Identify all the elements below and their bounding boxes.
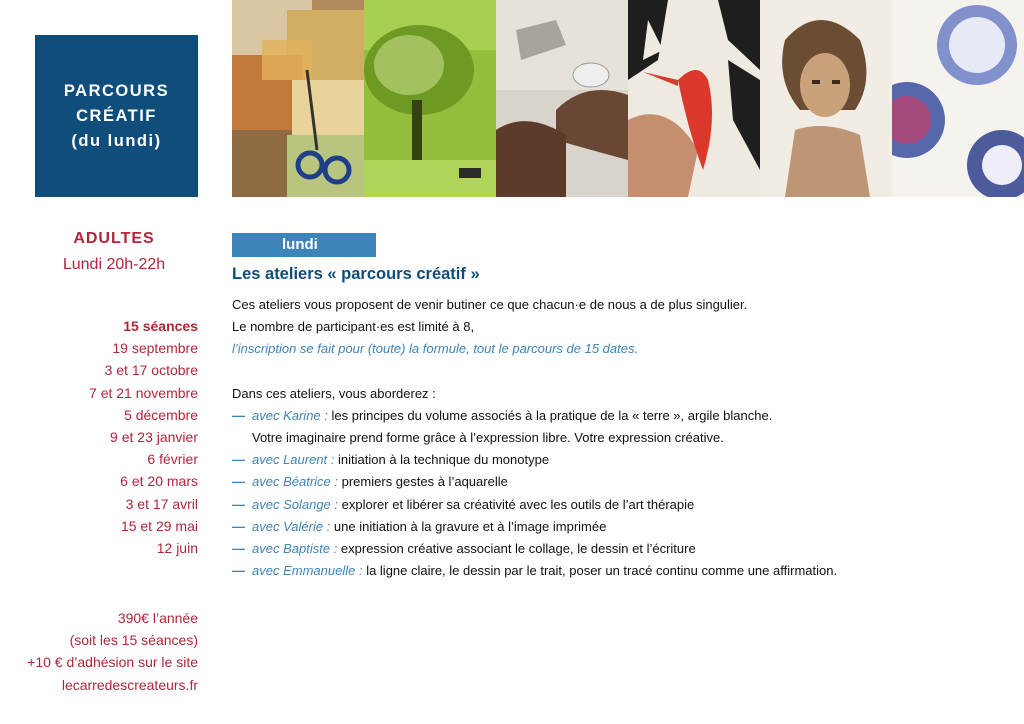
day-tag: lundi bbox=[232, 233, 376, 257]
dash-icon: — bbox=[232, 474, 245, 490]
watercolor-circles-photo bbox=[892, 0, 1024, 197]
dash-icon: — bbox=[232, 541, 245, 557]
website-link[interactable]: lecarredescreateurs.fr bbox=[61, 676, 198, 693]
workshop-name: avec Baptiste : bbox=[252, 541, 338, 557]
workshop-name: avec Valérie : bbox=[252, 518, 331, 534]
description bbox=[232, 294, 1012, 582]
date-item: 6 et 20 mars bbox=[120, 473, 198, 490]
section-title: Les ateliers « parcours créatif » bbox=[232, 265, 480, 283]
workshop-item bbox=[232, 538, 1012, 560]
date-item: 3 et 17 avril bbox=[125, 495, 198, 512]
schedule-label: Lundi 20h-22h bbox=[62, 256, 166, 273]
intro-line: Ces ateliers vous proposent de venir butiner ce que chacun·e de nous a de plus singulier. bbox=[232, 297, 748, 312]
date-item: 6 février bbox=[147, 451, 198, 468]
workshop-extra: Votre imaginaire prend forme grâce à l’expression libre. Votre expression créative. bbox=[252, 430, 724, 446]
red-bird-print-photo bbox=[628, 0, 760, 197]
workshop-text: les principes du volume associés à la pratique de la « terre », argile blanche. bbox=[331, 407, 773, 423]
workshop-item bbox=[232, 560, 1012, 582]
green-tree-print-photo bbox=[364, 0, 496, 197]
workshop-name: avec Laurent : bbox=[252, 452, 335, 468]
dash-icon: — bbox=[232, 496, 245, 512]
dash-icon: — bbox=[232, 407, 245, 423]
collage-scissors-photo bbox=[232, 0, 364, 197]
workshop-text: la ligne claire, le dessin par le trait, poser un tracé continu comme une affirmation. bbox=[366, 563, 838, 579]
workshop-text: initiation à la technique du monotype bbox=[338, 452, 550, 468]
title-line-3: (du lundi) bbox=[71, 131, 162, 150]
workshop-text: une initiation à la gravure et à l’image imprimée bbox=[333, 518, 607, 534]
workshop-name: avec Emmanuelle : bbox=[252, 563, 363, 579]
dash-icon: — bbox=[232, 563, 245, 579]
workshop-item bbox=[232, 405, 1012, 427]
intro-line: Le nombre de participant·es est limité à 8, bbox=[232, 319, 475, 335]
workshop-name: avec Béatrice : bbox=[252, 474, 338, 490]
workshop-text: expression créative associant le collage, le dessin et l’écriture bbox=[340, 541, 696, 557]
sessions-count: 15 séances bbox=[123, 318, 198, 334]
dash-icon: — bbox=[232, 518, 245, 534]
date-item: 15 et 29 mai bbox=[120, 517, 198, 534]
photo-strip bbox=[232, 0, 1024, 197]
audience-label: ADULTES bbox=[73, 230, 155, 247]
dash-icon: — bbox=[232, 452, 245, 468]
price-line: 390€ l’année bbox=[117, 610, 198, 626]
date-item: 12 juin bbox=[156, 540, 198, 557]
workshop-name: avec Karine : bbox=[252, 407, 328, 423]
date-item: 9 et 23 janvier bbox=[110, 429, 198, 446]
date-item: 7 et 21 novembre bbox=[89, 384, 198, 401]
workshop-text: premiers gestes à l’aquarelle bbox=[341, 474, 508, 490]
clay-hands-photo bbox=[496, 0, 628, 197]
session-dates bbox=[20, 315, 198, 559]
intro-line: l’inscription se fait pour (toute) la formule, tout le parcours de 15 dates. bbox=[232, 341, 639, 357]
workshop-name: avec Solange : bbox=[252, 496, 339, 512]
date-item: 3 et 17 octobre bbox=[104, 362, 198, 379]
workshop-item bbox=[232, 516, 1012, 538]
ink-portrait-photo bbox=[760, 0, 892, 197]
workshop-text: explorer et libérer sa créativité avec les outils de l’art thérapie bbox=[341, 496, 695, 512]
date-item: 19 septembre bbox=[112, 340, 198, 357]
title-box bbox=[35, 35, 198, 197]
workshop-item bbox=[232, 449, 1012, 471]
title-line-2: CRÉATIF bbox=[76, 106, 157, 125]
price-info bbox=[20, 607, 198, 696]
price-line: (soit les 15 séances) bbox=[69, 632, 198, 649]
date-item: 5 décembre bbox=[124, 406, 198, 423]
list-intro: Dans ces ateliers, vous aborderez : bbox=[232, 385, 436, 401]
title-line-1: PARCOURS bbox=[63, 81, 170, 100]
price-line: +10 € d’adhésion sur le site bbox=[27, 654, 198, 671]
workshop-item bbox=[232, 471, 1012, 493]
workshop-item bbox=[232, 494, 1012, 516]
